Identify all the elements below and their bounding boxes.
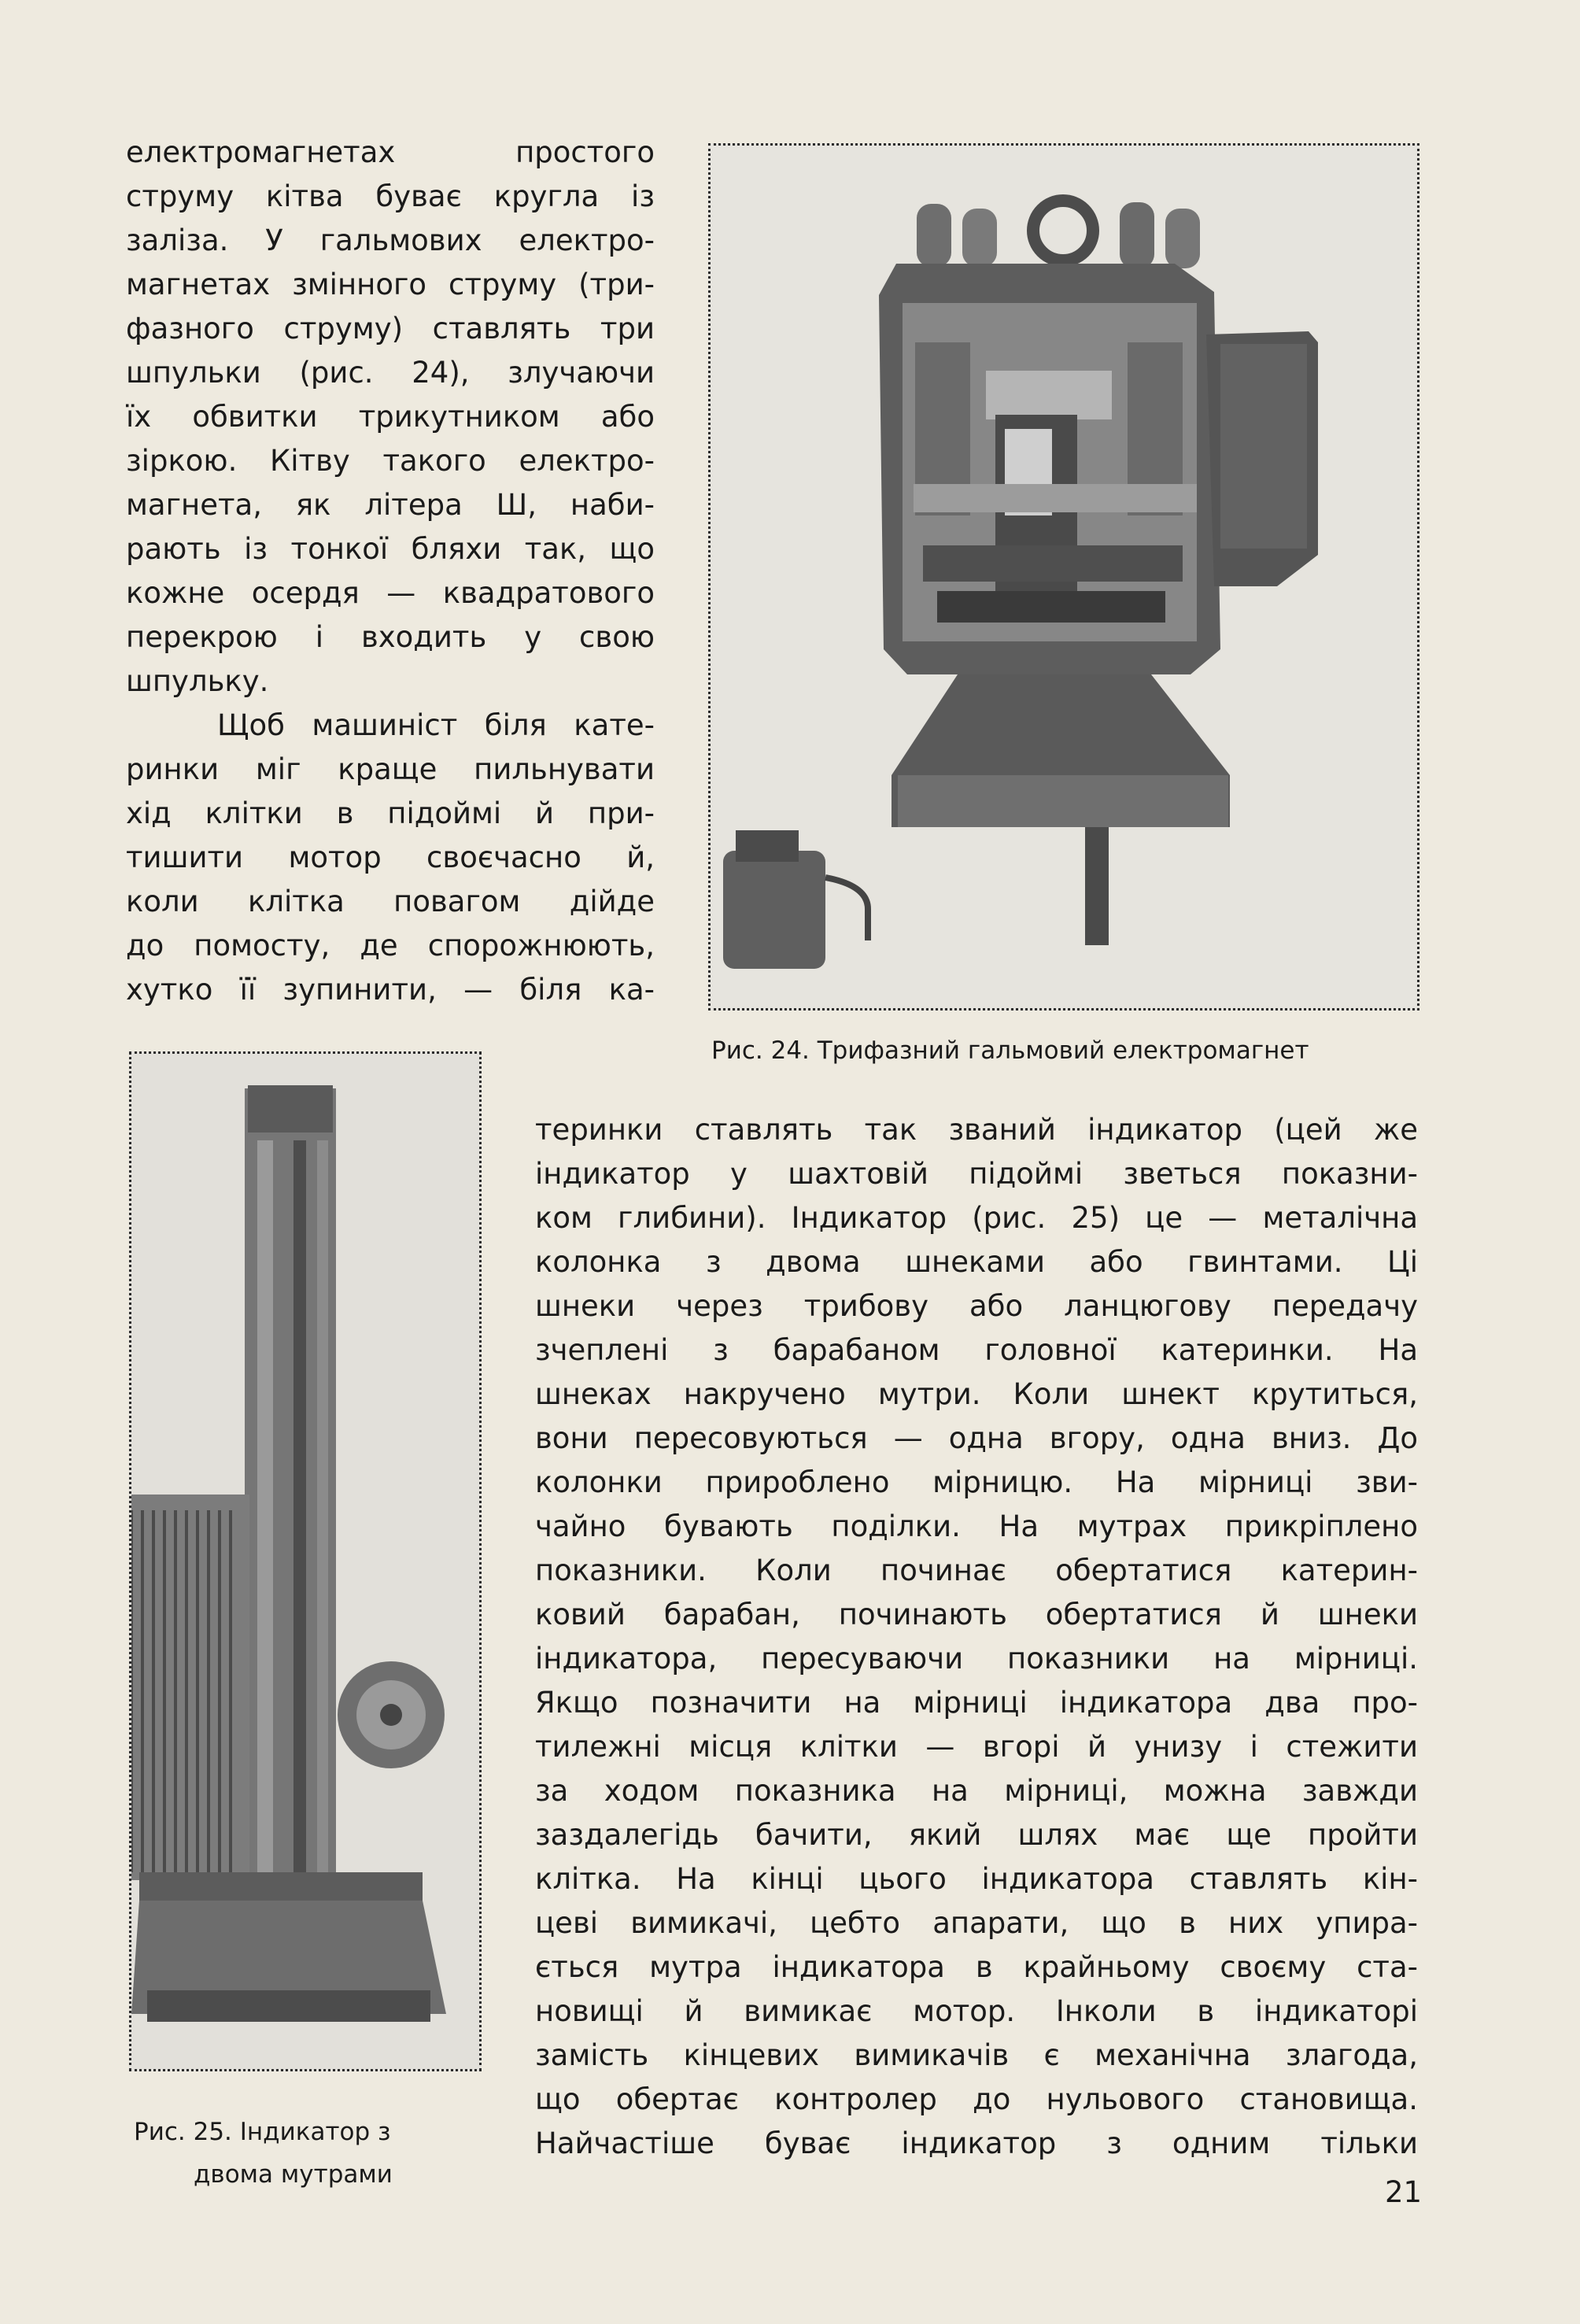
text-line: перекрою і входить у свою bbox=[126, 620, 655, 654]
text-line: до помосту, де спорожнюють, bbox=[126, 929, 655, 962]
text-line: тилежні місця клітки — вгорі й унизу і стежити bbox=[535, 1730, 1418, 1764]
text-line: новищі й вимикає мотор. Інколи в індикаторі bbox=[535, 1994, 1418, 2028]
text-line: ринки міг краще пильнувати bbox=[126, 752, 655, 786]
text-line: шнеки через трибову або ланцюгову передачу bbox=[535, 1289, 1418, 1323]
text-line: за ходом показника на мірниці, можна завжди bbox=[535, 1774, 1418, 1808]
text-line: заздалегідь бачити, який шлях має ще пройти bbox=[535, 1818, 1418, 1852]
text-line: кожне осердя — квадратового bbox=[126, 576, 655, 610]
text-line: магнетах змінного струму (три- bbox=[126, 268, 655, 301]
text-line: заліза. У гальмових електро- bbox=[126, 224, 655, 257]
text-line: цеві вимикачі, цебто апарати, що в них упира- bbox=[535, 1906, 1418, 1940]
text-line: тишити мотор своєчасно й, bbox=[126, 841, 655, 874]
text-line: шнеках накручено мутри. Коли шнект крутиться, bbox=[535, 1377, 1418, 1411]
electromagnet-illustration bbox=[711, 146, 1417, 1008]
text-line: що обертає контролер до нульового становища. bbox=[535, 2082, 1418, 2116]
text-line: електромагнетах простого bbox=[126, 135, 655, 169]
figure-25-caption-line2: двома мутрами bbox=[194, 2160, 393, 2189]
text-line: Щоб машиніст біля кате- bbox=[217, 708, 655, 742]
text-line: вони пересовуються — одна вгору, одна вниз. До bbox=[535, 1421, 1418, 1455]
figure-25-image bbox=[129, 1051, 482, 2071]
figure-24-caption: Рис. 24. Трифазний гальмовий електромагнет bbox=[711, 1036, 1309, 1065]
text-line: ком глибини). Індикатор (рис. 25) це — металічна bbox=[535, 1201, 1418, 1235]
text-line: шпульки (рис. 24), злучаючи bbox=[126, 356, 655, 390]
text-line: клітка. На кінці цього індикатора ставлять кін- bbox=[535, 1862, 1418, 1896]
text-line: коли клітка повагом дійде bbox=[126, 885, 655, 918]
figure-25-caption-line1: Рис. 25. Індикатор з bbox=[134, 2118, 391, 2146]
text-line: ковий барабан, починають обертатися й шнеки bbox=[535, 1598, 1418, 1631]
indicator-illustration bbox=[131, 1054, 479, 2069]
text-line: їх обвитки трикутником або bbox=[126, 400, 655, 434]
text-line: магнета, як літера Ш, наби- bbox=[126, 488, 655, 522]
text-line: показники. Коли починає обертатися катерин- bbox=[535, 1554, 1418, 1587]
text-line: теринки ставлять так званий індикатор (цей же bbox=[535, 1113, 1418, 1147]
text-line: хутко її зупинити, — біля ка- bbox=[126, 973, 655, 1007]
text-line: індикатора, пересуваючи показники на мірниці. bbox=[535, 1642, 1418, 1676]
text-line: хід клітки в підоймі й при- bbox=[126, 796, 655, 830]
text-line: колонка з двома шнеками або гвинтами. Ці bbox=[535, 1245, 1418, 1279]
text-line: ється мутра індикатора в крайньому своєму ста- bbox=[535, 1950, 1418, 1984]
text-line: чайно бувають поділки. На мутрах прикріплено bbox=[535, 1509, 1418, 1543]
text-line: колонки приробленo мірницю. На мірниці зви- bbox=[535, 1465, 1418, 1499]
text-line: Якщо позначити на мірниці індикатора два про- bbox=[535, 1686, 1418, 1720]
text-line: замість кінцевих вимикачів є механічна злагода, bbox=[535, 2038, 1418, 2072]
text-line: струму кітва буває кругла із bbox=[126, 179, 655, 213]
text-line: фазного струму) ставлять три bbox=[126, 312, 655, 345]
page-number: 21 bbox=[1385, 2175, 1423, 2209]
text-line: шпульку. bbox=[126, 664, 269, 698]
text-line: рають із тонкої бляхи так, що bbox=[126, 532, 655, 566]
text-line: індикатор у шахтовій підоймі зветься показни- bbox=[535, 1157, 1418, 1191]
text-line: зіркою. Кітву такого електро- bbox=[126, 444, 655, 478]
figure-24-image bbox=[708, 143, 1419, 1011]
text-line: Найчастіше буває індикатор з одним тільки bbox=[535, 2126, 1418, 2160]
text-line: зчеплені з барабаном головної катеринки. На bbox=[535, 1333, 1418, 1367]
